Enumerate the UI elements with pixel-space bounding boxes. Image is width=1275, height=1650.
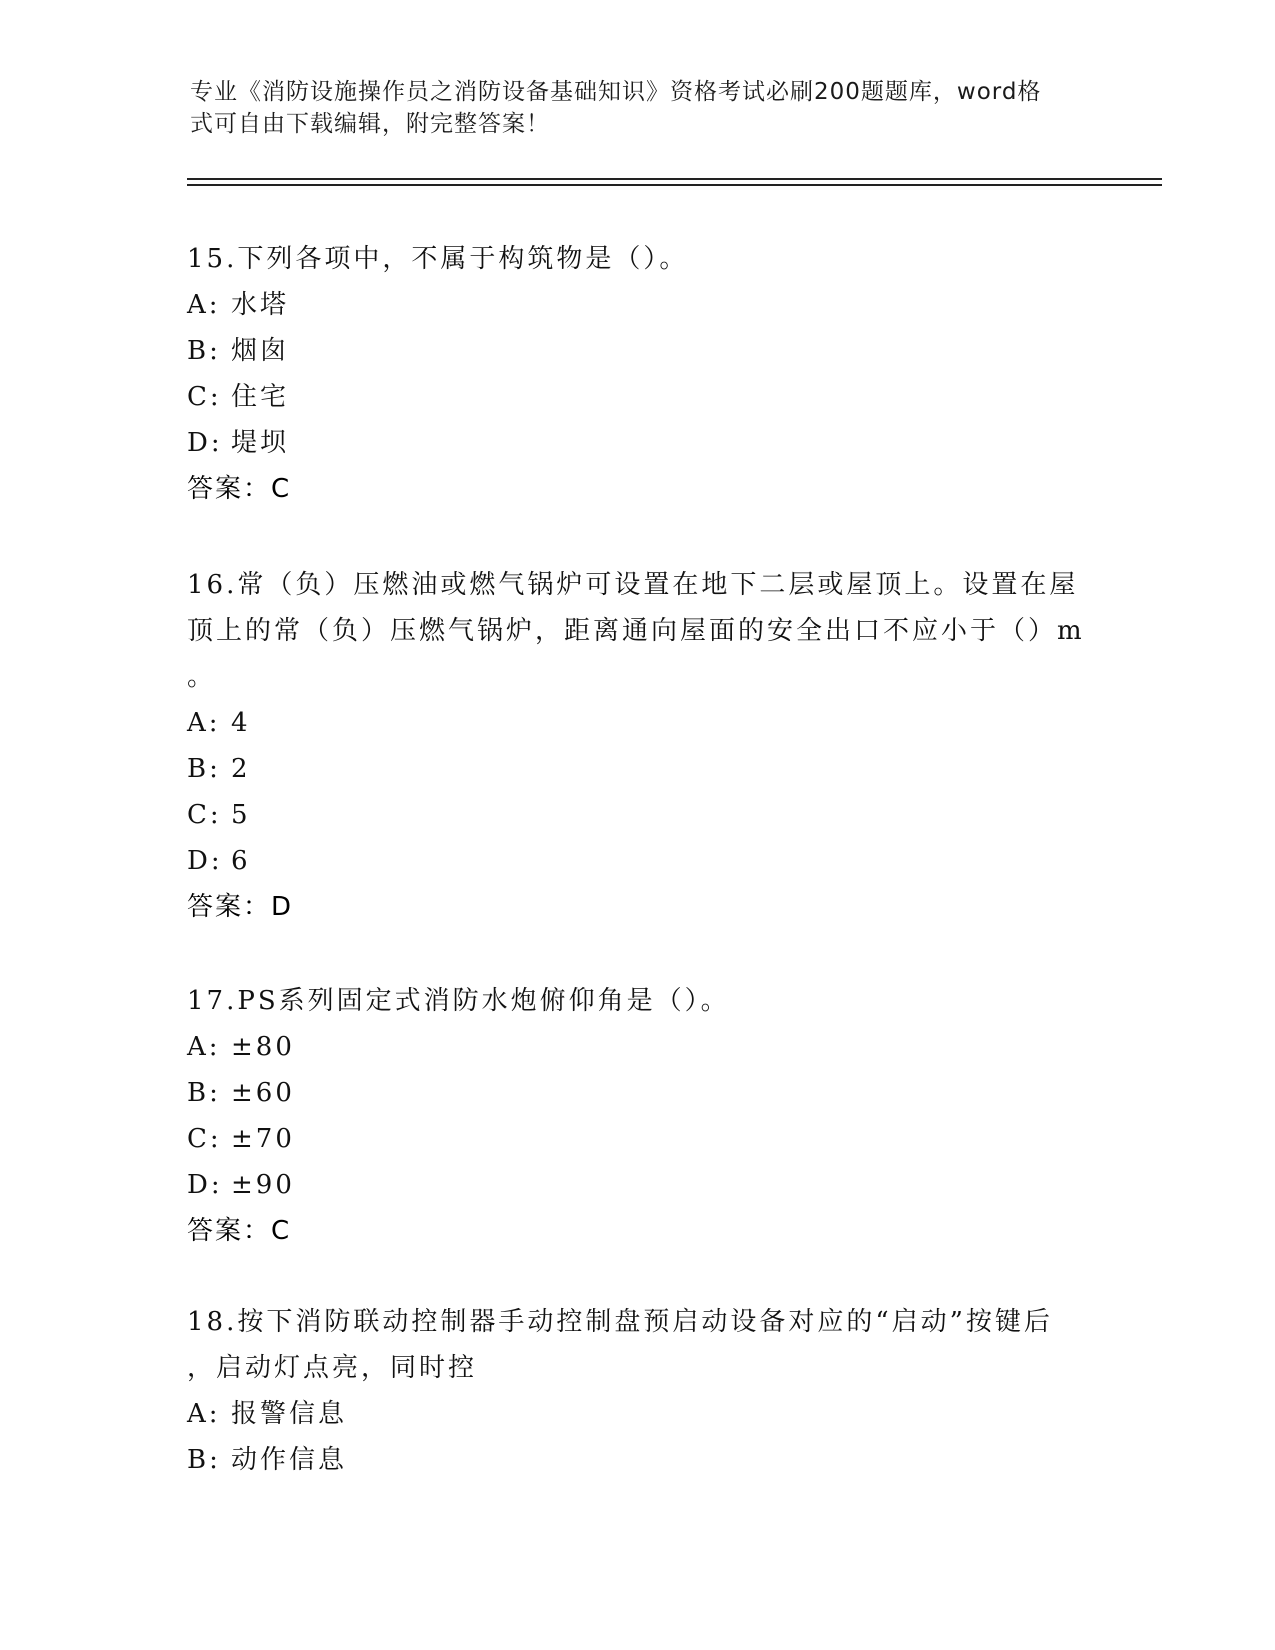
header-divider-top bbox=[187, 178, 1162, 180]
option-d bbox=[187, 1162, 1087, 1208]
option-text: 报警信息 bbox=[231, 1399, 348, 1429]
option-text: 动作信息 bbox=[231, 1445, 348, 1475]
question-16 bbox=[187, 562, 1087, 930]
option-b bbox=[187, 1437, 1087, 1483]
option-text: 住宅 bbox=[231, 382, 290, 412]
question-stem-line-1: 16.常（负）压燃油或燃气锅炉可设置在地下二层或屋顶上。设置在屋 bbox=[187, 570, 1079, 600]
option-d bbox=[187, 838, 1087, 884]
option-letter: D: bbox=[187, 1170, 223, 1200]
option-b bbox=[187, 328, 1087, 374]
option-letter: B: bbox=[187, 754, 221, 784]
question-stem-line-1: 18.按下消防联动控制器手动控制盘预启动设备对应的“启动”按键后 bbox=[187, 1307, 1053, 1337]
option-letter: D: bbox=[187, 428, 223, 458]
question-15 bbox=[187, 236, 1087, 512]
answer-line: 答案：C bbox=[187, 474, 292, 504]
option-letter: C: bbox=[187, 1124, 222, 1154]
option-letter: B: bbox=[187, 1445, 221, 1475]
option-d bbox=[187, 420, 1087, 466]
option-text: 水塔 bbox=[231, 290, 290, 320]
option-letter: B: bbox=[187, 1078, 221, 1108]
option-text: 6 bbox=[231, 846, 251, 876]
option-a bbox=[187, 282, 1087, 328]
option-text: ±60 bbox=[231, 1078, 295, 1108]
question-stem: 15.下列各项中，不属于构筑物是（）。 bbox=[187, 244, 689, 274]
option-text: 5 bbox=[231, 800, 251, 830]
document-header bbox=[190, 76, 1070, 140]
option-letter: B: bbox=[187, 336, 221, 366]
option-c bbox=[187, 374, 1087, 420]
option-text: 2 bbox=[231, 754, 251, 784]
answer-line: 答案：C bbox=[187, 1216, 292, 1246]
question-17 bbox=[187, 978, 1087, 1254]
option-letter: C: bbox=[187, 800, 222, 830]
question-stem-line-2: ，启动灯点亮，同时控 bbox=[187, 1353, 478, 1383]
question-stem-line-2: 顶上的常（负）压燃气锅炉，距离通向屋面的安全出口不应小于（）m bbox=[187, 616, 1085, 646]
option-a bbox=[187, 1024, 1087, 1070]
answer-line: 答案：D bbox=[187, 892, 294, 922]
option-text: 堤坝 bbox=[231, 428, 290, 458]
header-line-2: 式可自由下载编辑，附完整答案！ bbox=[190, 111, 550, 137]
option-c bbox=[187, 792, 1087, 838]
header-divider-bottom bbox=[187, 184, 1162, 186]
option-text: 烟囱 bbox=[231, 336, 290, 366]
option-c bbox=[187, 1116, 1087, 1162]
option-letter: A: bbox=[187, 708, 221, 738]
option-text: ±70 bbox=[231, 1124, 295, 1154]
option-letter: A: bbox=[187, 1032, 221, 1062]
question-stem-line-3: 。 bbox=[187, 662, 217, 692]
header-line-1: 专业《消防设施操作员之消防设备基础知识》资格考试必刷200题题库，word格 bbox=[190, 79, 1042, 105]
option-letter: C: bbox=[187, 382, 222, 412]
option-letter: A: bbox=[187, 290, 221, 320]
option-a bbox=[187, 1391, 1087, 1437]
option-letter: D: bbox=[187, 846, 223, 876]
option-letter: A: bbox=[187, 1399, 221, 1429]
option-text: ±90 bbox=[231, 1170, 295, 1200]
option-a bbox=[187, 700, 1087, 746]
option-text: 4 bbox=[231, 708, 251, 738]
question-stem: 17.PS系列固定式消防水炮俯仰角是（）。 bbox=[187, 986, 730, 1016]
option-b bbox=[187, 1070, 1087, 1116]
question-18 bbox=[187, 1299, 1087, 1483]
option-b bbox=[187, 746, 1087, 792]
option-text: ±80 bbox=[231, 1032, 295, 1062]
